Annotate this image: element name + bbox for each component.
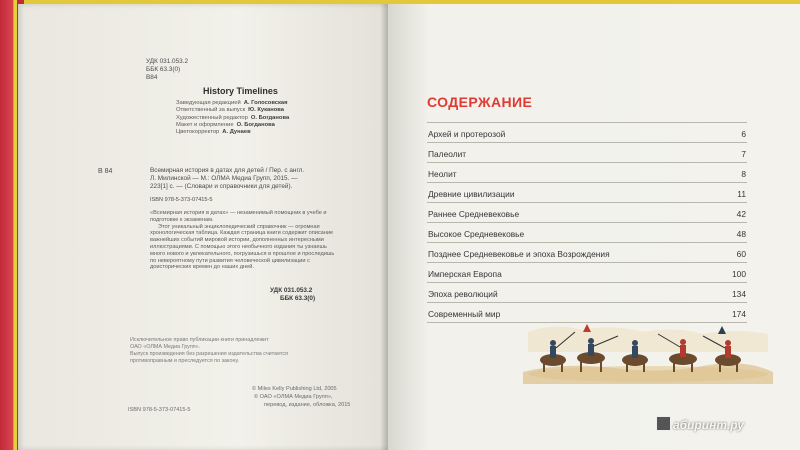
toc-page-number: 174 (732, 309, 746, 319)
copyright-line: © ОАО «ОЛМА Медиа Групп», (254, 394, 333, 400)
bibliography-line: 223[1] с. — (Словари и справочники для детей). (150, 183, 293, 190)
toc-item: Древние цивилизации 11 (427, 183, 747, 203)
isbn-top: ISBN 978-5-373-07415-5 (150, 197, 213, 203)
left-page (18, 4, 388, 450)
watermark-logo-icon (656, 416, 671, 431)
toc-item: Имперская Европа 100 (427, 263, 747, 283)
credit-line: Макет и оформление О. Богданова (176, 121, 275, 128)
isbn-bottom: ISBN 978-5-373-07415-5 (128, 407, 191, 413)
toc-item: Неолит 8 (427, 163, 747, 183)
toc-page-number: 42 (736, 209, 746, 219)
table-of-contents (427, 122, 747, 323)
credits-block (176, 100, 289, 136)
copyright-line: © Miles Kelly Publishing Ltd, 2005 (252, 386, 337, 392)
toc-page-number: 60 (736, 249, 746, 259)
author-mark: В84 (146, 74, 158, 81)
toc-page-number: 6 (741, 129, 746, 139)
site-watermark: абиринт.ру (656, 416, 744, 432)
bbk-code-bottom: ББК 63.3(0) (280, 295, 316, 302)
annotation (150, 210, 340, 271)
rights-line: Исключительное право публикации книги принадлежит (130, 337, 269, 343)
original-title: History Timelines (203, 86, 278, 96)
toc-page-number: 134 (732, 289, 746, 299)
toc-item: Высокое Средневековье 48 (427, 223, 747, 243)
toc-page-number: 48 (736, 229, 746, 239)
annotation-paragraph: Этот уникальный энциклопедический справочник — огромная хронологическая таблица. Каждая страница книги содержит описание важнейших событий мировой истории, дополненных интересными иллюстрациями. С помощью этого необычного издания ты узнаешь много нового и увлекательного, погрузишься в прошлое и проследишь по невероятному пути развития человеческой цивилизации с доисторических времен до наших дней. (150, 223, 335, 271)
udk-code-bottom: УДК 031.053.2 (270, 287, 313, 294)
credit-line: Заведующая редакцией А. Голосовская (176, 100, 288, 106)
credit-line: Ответственный за выпуск Ю. Куканова (176, 107, 284, 114)
udk-code: УДК 031.053.2 (146, 58, 189, 65)
rights-line: Выпуск произведения без разрешения издательства считается (130, 351, 288, 357)
toc-item: Эпоха революций 134 (427, 283, 747, 303)
toc-item: Палеолит 7 (427, 143, 747, 163)
credit-line: Цветокорректор А. Дунаев (176, 129, 251, 136)
credit-line: Художественный редактор О. Богданова (176, 114, 290, 121)
toc-page-number: 7 (741, 149, 746, 159)
toc-item: Архей и протерозой 6 (427, 122, 747, 143)
toc-page-number: 8 (741, 169, 746, 179)
catalog-code: В 84 (98, 168, 113, 175)
toc-item: Современный мир 174 (427, 303, 747, 323)
rights-line: ОАО «ОЛМА Медиа Групп». (130, 344, 201, 350)
rights-line: противоправным и преследуется по закону. (130, 358, 240, 364)
toc-page-number: 11 (737, 189, 746, 199)
annotation-paragraph: «Всемирная история в датах» — незаменимый помощник в учебе и подготовке к экзаменам. (150, 210, 327, 223)
copyright-line: перевод, издание, обложка, 2015 (264, 402, 351, 408)
bbk-code: ББК 63.3(0) (146, 66, 181, 73)
cavalry-battle-illustration (523, 322, 773, 384)
contents-heading: СОДЕРЖАНИЕ (427, 94, 533, 110)
toc-page-number: 100 (732, 269, 746, 279)
bibliography-line: Л. Милинской — М.: ОЛМА Медиа Групп, 2015. — (150, 175, 298, 182)
toc-item: Позднее Средневековье и эпоха Возрождения 60 (427, 243, 747, 263)
toc-item: Раннее Средневековье 42 (427, 203, 747, 223)
bibliography-line: Всемирная история в датах для детей / Пер. с англ. (150, 167, 305, 174)
